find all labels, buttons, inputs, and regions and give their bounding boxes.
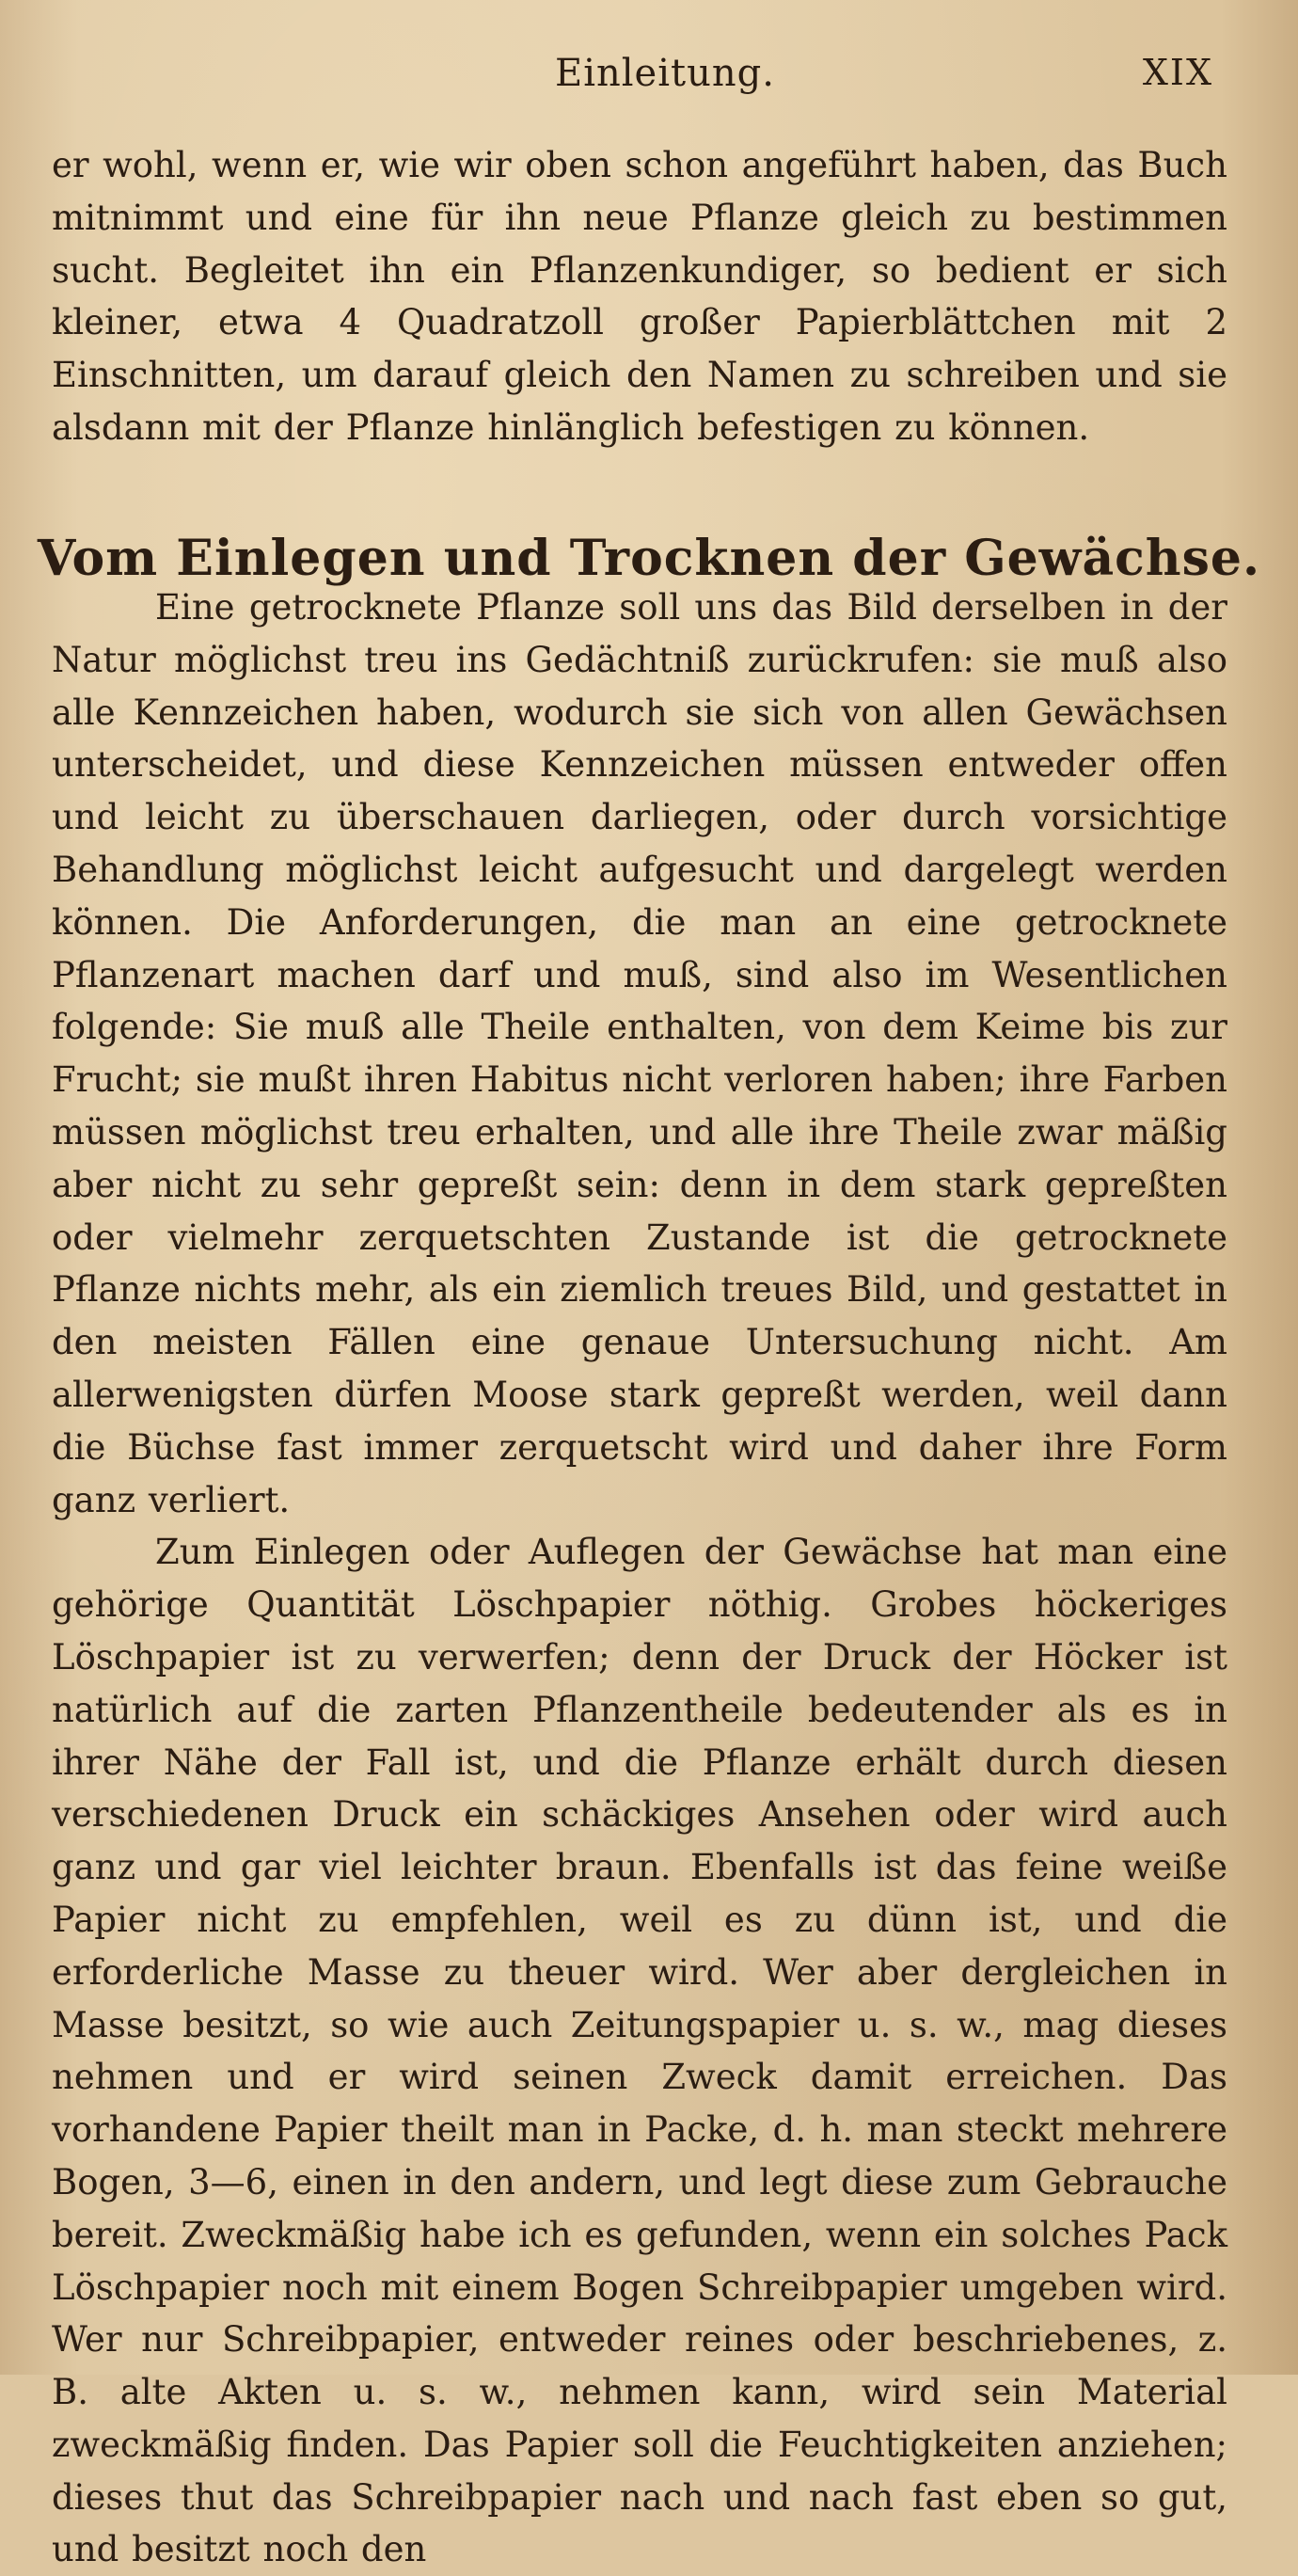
paragraph-pflanze-bild: Eine getrocknete Pflanze soll uns das Bild derselben in der Natur möglichst treu ins Gedächtniß zurückrufen: sie muß also alle Kennzeichen haben, wodurch sie sich von allen Gewächsen unterscheidet, und diese Kennzeichen müssen entweder offen und leicht zu überschauen darliegen, oder durch vorsichtige Behandlung möglichst leicht aufgesucht und dargelegt werden können. Die Anforderungen, die man an eine getrocknete Pflanzenart machen darf und muß, sind also im Wesentlichen folgende: Sie muß alle Theile enthalten, von dem Keime bis zur Frucht; sie mußt ihren Habitus nicht verloren haben; ihre Farben müssen möglichst treu erhalten, und alle ihre Theile zwar mäßig aber nicht zu sehr gepreßt sein: denn in dem stark gepreßten oder vielmehr zerquetschten Zustande ist die getrocknete Pflanze nichts mehr, als ein ziemlich treues Bild, und gestattet in den meisten Fällen eine genaue Untersuchung nicht. Am allerwenigsten dürfen Moose stark gepreßt werden, weil dann die Büchse fast immer zerquetscht wird und daher ihre Form ganz verliert.: [52, 587, 1227, 1520]
paragraph-continuation: er wohl, wenn er, wie wir oben schon angeführt haben, das Buch mitnimmt und eine für ihn neue Pflanze gleich zu bestimmen sucht. Begleitet ihn ein Pflanzenkundiger, so bedient er sich kleiner, etwa 4 Quadratzoll großer Papierblättchen mit 2 Einschnitten, um darauf gleich den Namen zu schreiben und sie alsdann mit der Pflanze hinlänglich befestigen zu können.: [52, 145, 1227, 448]
running-head: [0, 52, 1298, 99]
section-heading: Vom Einlegen und Trocknen der Gewächse.: [37, 530, 1261, 588]
section-body: [52, 581, 1227, 2576]
intro-paragraph-block: [52, 139, 1227, 454]
running-title: Einleitung.: [555, 52, 775, 95]
page-number: XIX: [1142, 52, 1213, 93]
paragraph-einlegen-papier: Zum Einlegen oder Auflegen der Gewächse hat man eine gehörige Quantität Löschpapier nöthig. Grobes höckeriges Löschpapier ist zu verwerfen; denn der Druck der Höcker ist natürlich auf die zarten Pflanzentheile bedeutender als es in ihrer Nähe der Fall ist, und die Pflanze erhält durch diesen verschiedenen Druck ein schäckiges Ansehen oder wird auch ganz und gar viel leichter braun. Ebenfalls ist das feine weiße Papier nicht zu empfehlen, weil es zu dünn ist, und die erforderliche Masse zu theuer wird. Wer aber dergleichen in Masse besitzt, so wie auch Zeitungspapier u. s. w., mag dieses nehmen und er wird seinen Zweck damit erreichen. Das vorhandene Papier theilt man in Packe, d. h. man steckt mehrere Bogen, 3—6, einen in den andern, und legt diese zum Gebrauche bereit. Zweckmäßig habe ich es gefunden, wenn ein solches Pack Löschpapier noch mit einem Bogen Schreibpapier umgeben wird. Wer nur Schreibpapier, entweder reines oder beschriebenes, z. B. alte Akten u. s. w., nehmen kann, wird sein Material zweckmäßig finden. Das Papier soll die Feuchtigkeiten anziehen; dieses thut das Schreibpapier nach und nach fast eben so gut, und besitzt noch den: [52, 1532, 1227, 2570]
